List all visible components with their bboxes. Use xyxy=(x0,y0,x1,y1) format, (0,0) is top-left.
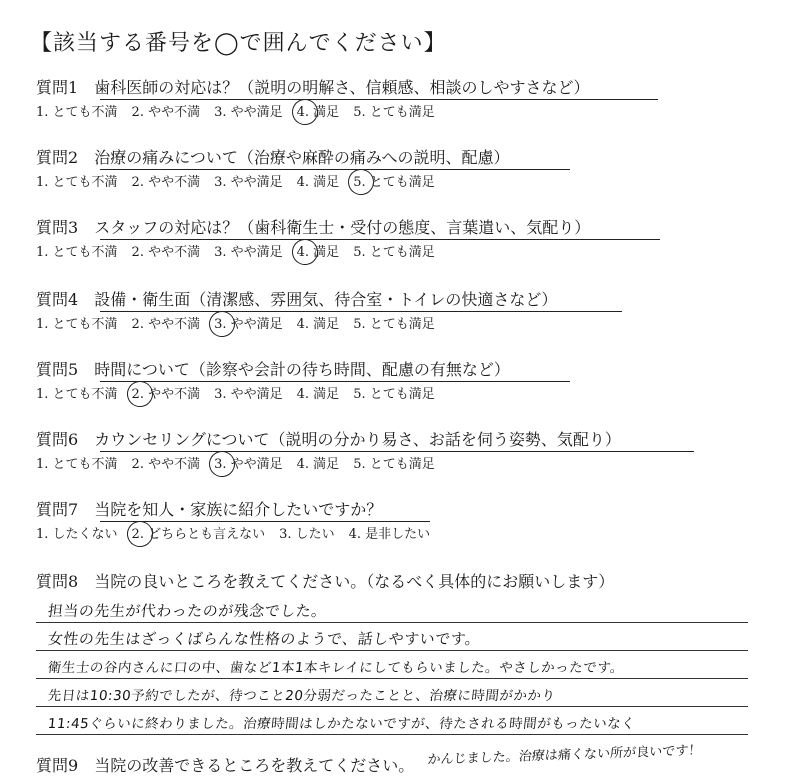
handwritten-overflow: かんじました。治療は痛くない所が良いです！ xyxy=(426,743,702,768)
answer-option-selected: 4. 満足 xyxy=(296,105,340,120)
answer-option: 5. とても満足 xyxy=(353,457,435,472)
question-2 xyxy=(36,148,756,192)
ruled-line xyxy=(36,734,748,735)
answer-options xyxy=(36,456,756,474)
page-heading: 【該当する番号を◯で囲んでください】 xyxy=(30,31,447,56)
handwritten-line: 担当の先生が代わったのが残念でした。 xyxy=(47,602,328,620)
question-number: 質問8 xyxy=(36,572,79,591)
question-number: 質問3 xyxy=(36,218,79,237)
question-underline xyxy=(100,169,570,170)
question-text: 当院の良いところを教えてください。（なるべく具体的にお願いします） xyxy=(94,572,615,591)
answer-option-selected: 4. 満足 xyxy=(296,245,340,260)
answer-option: 2. やや不満 xyxy=(131,175,201,190)
question-number: 質問5 xyxy=(36,360,79,379)
answer-option: 2. やや不満 xyxy=(131,317,201,332)
answer-option: 4. 満足 xyxy=(296,175,340,190)
question-1 xyxy=(36,78,756,122)
question-9 xyxy=(36,756,756,778)
question-7 xyxy=(36,500,756,544)
question-text: 時間について（診察や会計の待ち時間、配慮の有無など） xyxy=(94,360,510,379)
answer-option: 2. やや不満 xyxy=(131,105,201,120)
answer-option-selected: 5. とても満足 xyxy=(353,175,435,190)
handwritten-line: 11:45ぐらいに終わりました。治療時間はしかたないですが、待たされる時間がもったいなく xyxy=(46,716,637,732)
question-text: 設備・衛生面（清潔感、雰囲気、待合室・トイレの快適さなど） xyxy=(94,290,558,309)
answer-option: 2. やや不満 xyxy=(131,457,201,472)
question-number: 質問1 xyxy=(36,78,79,97)
answer-option: 3. やや満足 xyxy=(214,175,283,190)
question-text: 歯科医師の対応は？（説明の明解さ、信頼感、相談のしやすさなど） xyxy=(94,78,590,97)
answer-option-selected: 2. どちらとも言えない xyxy=(131,527,266,542)
ruled-line xyxy=(36,678,748,679)
answer-option: 1. とても不満 xyxy=(36,457,118,472)
handwritten-line: 衛生士の谷内さんに口の中、歯など1本1本キレイにしてもらいました。やさしかったです。 xyxy=(46,660,625,676)
ruled-line xyxy=(36,622,748,623)
ruled-line xyxy=(36,706,748,707)
answer-options xyxy=(36,526,756,544)
question-4 xyxy=(36,290,756,334)
answer-option: 1. とても不満 xyxy=(36,317,118,332)
answer-option: 4. 満足 xyxy=(296,317,340,332)
question-text: スタッフの対応は？（歯科衛生士・受付の態度、言葉遣い、気配り） xyxy=(94,218,591,237)
answer-option-selected: 3. やや満足 xyxy=(214,317,283,332)
answer-option-selected: 3. やや満足 xyxy=(214,457,283,472)
question-underline xyxy=(100,311,622,312)
question-5 xyxy=(36,360,756,404)
question-underline xyxy=(100,381,570,382)
question-number: 質問2 xyxy=(36,148,79,167)
answer-option: 4. 満足 xyxy=(296,457,340,472)
answer-option: 5. とても満足 xyxy=(353,387,435,402)
question-number: 質問4 xyxy=(36,290,79,309)
answer-option: 2. やや不満 xyxy=(131,245,201,260)
question-text: カウンセリングについて（説明の分かり易さ、お話を伺う姿勢、気配り） xyxy=(94,430,621,449)
answer-option: 3. やや満足 xyxy=(214,245,283,260)
handwritten-line: 女性の先生はざっくばらんな性格のようで、話しやすいです。 xyxy=(47,630,482,648)
question-8 xyxy=(36,572,756,594)
handwritten-line: 先日は10:30予約でしたが、待つこと20分弱だったことと、治療に時間がかかり xyxy=(46,688,557,704)
free-answer-area xyxy=(36,598,748,748)
question-underline xyxy=(100,239,660,240)
question-6 xyxy=(36,430,756,474)
answer-options xyxy=(36,104,756,122)
answer-option: 1. したくない xyxy=(36,527,118,542)
answer-options xyxy=(36,244,756,262)
answer-option: 3. やや満足 xyxy=(214,387,283,402)
answer-option: 5. とても満足 xyxy=(353,245,435,260)
answer-options xyxy=(36,174,756,192)
answer-option: 1. とても不満 xyxy=(36,105,118,120)
answer-option: 1. とても不満 xyxy=(36,387,118,402)
question-number: 質問7 xyxy=(36,500,79,519)
ruled-line xyxy=(36,650,748,651)
answer-options xyxy=(36,386,756,404)
question-text: 当院の改善できるところを教えてください。 xyxy=(94,756,415,775)
question-underline xyxy=(100,451,694,452)
answer-option: 3. したい xyxy=(279,527,335,542)
question-text: 当院を知人・家族に紹介したいですか？ xyxy=(94,500,383,519)
answer-option-selected: 2. やや不満 xyxy=(131,387,201,402)
question-underline xyxy=(100,99,658,100)
question-number: 質問6 xyxy=(36,430,79,449)
answer-options xyxy=(36,316,756,334)
answer-option: 3. やや満足 xyxy=(214,105,283,120)
answer-option: 1. とても不満 xyxy=(36,245,118,260)
question-underline xyxy=(100,521,430,522)
question-text: 治療の痛みについて（治療や麻酔の痛みへの説明、配慮） xyxy=(94,148,510,167)
answer-option: 5. とても満足 xyxy=(353,105,435,120)
answer-option: 4. 是非したい xyxy=(348,527,431,542)
answer-option: 1. とても不満 xyxy=(36,175,118,190)
answer-option: 4. 満足 xyxy=(296,387,340,402)
question-number: 質問9 xyxy=(36,756,79,775)
answer-option: 5. とても満足 xyxy=(353,317,435,332)
question-3 xyxy=(36,218,756,262)
